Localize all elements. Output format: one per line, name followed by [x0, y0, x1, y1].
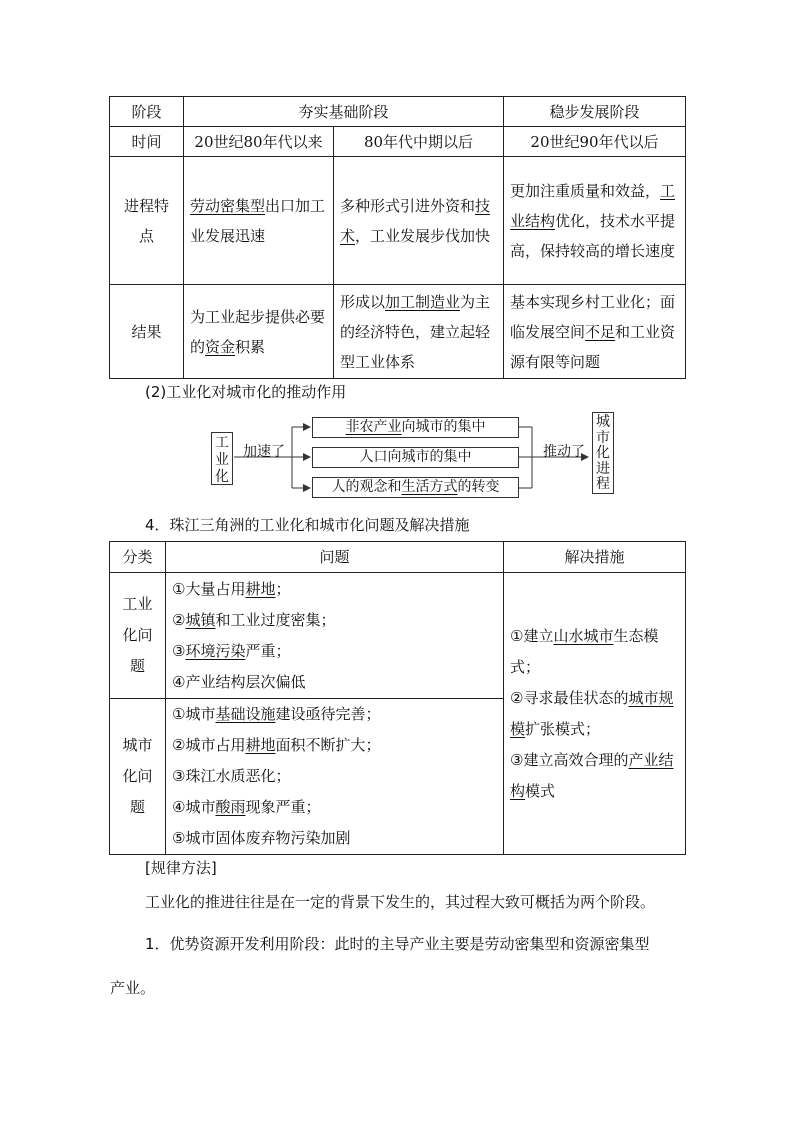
- problem-item: [172, 699, 497, 730]
- underlined-term: 资金: [205, 337, 236, 356]
- header-steady-stage: 稳步发展阶段: [504, 97, 686, 127]
- text-segment: 人的观念和: [331, 479, 402, 495]
- underlined-term: 耕地: [245, 579, 276, 598]
- text-segment: 生态模式；: [510, 626, 659, 676]
- text-segment: ；: [275, 579, 291, 598]
- problem-item: [172, 636, 497, 667]
- header-measures: 解决措施: [504, 542, 686, 573]
- text-segment: 严重；: [245, 641, 291, 660]
- text-segment: ②寻求最佳状态的: [510, 688, 629, 707]
- time-cell-2: 80年代中期以后: [334, 127, 504, 157]
- text-segment: ⑤城市固体废弃物污染加剧: [172, 829, 351, 847]
- diagram-item-lifestyle: [312, 477, 519, 498]
- section-4-heading: 4．珠江三角洲的工业化和城市化问题及解决措施: [145, 516, 470, 534]
- section-2-heading: (2)工业化对城市化的推动作用: [145, 383, 347, 401]
- text-segment: ④产业结构层次偏低: [172, 672, 306, 691]
- header-stage: 阶段: [110, 97, 184, 127]
- text-segment: ③珠江水质恶化；: [172, 767, 291, 785]
- paragraph-1: 工业化的推进往往是在一定的背景下发生的，其过程大致可概括为两个阶段。: [145, 893, 656, 911]
- method-heading: [规律方法]: [145, 859, 217, 877]
- underlined-term: 加工制造业: [385, 292, 461, 311]
- text-segment: ①建立: [510, 626, 554, 645]
- underlined-term: 山水城市: [553, 626, 614, 645]
- underlined-term: 不足: [585, 322, 616, 341]
- process-label-line1: 进程特: [123, 196, 169, 215]
- problem-item: [172, 574, 497, 605]
- problem-item: [172, 823, 497, 854]
- time-label: 时间: [110, 127, 184, 157]
- city-problem-label-text: 城市化问题: [122, 736, 153, 816]
- industrialization-box: [211, 432, 233, 485]
- paragraph-2-line-1: 1．优势资源开发利用阶段：此时的主导产业主要是劳动密集型和资源密集型: [145, 935, 650, 953]
- city-problem-label: [110, 699, 166, 855]
- industry-problem-list: [166, 573, 504, 699]
- underlined-term: 产业结构: [510, 750, 674, 800]
- header-foundation-stage: 夯实基础阶段: [184, 97, 504, 127]
- promote-label: 推动了: [543, 444, 585, 460]
- problem-item: [172, 792, 497, 823]
- text-segment: ③建立高效合理的: [510, 750, 629, 769]
- text-segment: ②城市占用: [172, 736, 246, 754]
- text-segment: 和工业过度密集；: [215, 610, 336, 629]
- industry-problem-label: [110, 573, 166, 699]
- underlined-term: 城镇: [185, 610, 216, 629]
- header-problems: 问题: [166, 542, 504, 573]
- text-segment: 和工业资源有限等问题: [510, 322, 676, 371]
- accelerate-label: 加速了: [243, 444, 285, 460]
- text-segment: 向城市的集中: [401, 419, 486, 435]
- text-segment: 模式: [525, 781, 556, 800]
- text-segment: ，工业发展步伐加快: [355, 226, 491, 245]
- industrialization-box-text: 工业化: [215, 435, 229, 485]
- result-label: 结果: [110, 285, 184, 379]
- text-segment: 优化，技术水平提高，保持较高的增长速度: [510, 211, 676, 260]
- text-segment: 更加注重质量和效益，: [510, 181, 661, 200]
- text-segment: 为工业起步提供必要的: [190, 307, 326, 356]
- text-segment: 面积不断扩大；: [275, 736, 381, 754]
- underlined-term: 城市规模: [510, 688, 674, 738]
- problem-item: [172, 605, 497, 636]
- text-segment: ①大量占用: [172, 579, 246, 598]
- header-category: 分类: [110, 542, 166, 573]
- industry-problem-row: [110, 573, 686, 699]
- underlined-term: 工业结构: [510, 181, 676, 230]
- underlined-term: 基础设施: [215, 705, 276, 723]
- table2-header-row: [110, 542, 686, 573]
- time-cell-1: 20世纪80年代以来: [184, 127, 334, 157]
- text-segment: 建设亟待完善；: [275, 705, 381, 723]
- text-segment: 扩张模式；: [525, 719, 601, 738]
- text-segment: 为主的经济特色，建立起轻型工业体系: [340, 292, 491, 371]
- underlined-term: 技术: [340, 196, 491, 245]
- underlined-term: 非农产业: [345, 419, 402, 435]
- text-segment: ②: [172, 610, 186, 629]
- underlined-term: 环境污染: [185, 641, 246, 660]
- urbanization-box-text: 城市化进程: [596, 414, 610, 492]
- process-label-line2: 点: [138, 226, 154, 245]
- problem-item: [172, 667, 497, 698]
- diagram-item-population: [312, 447, 519, 468]
- problem-item: [172, 730, 497, 761]
- city-problem-list: [166, 699, 504, 855]
- underlined-term: 生活方式: [401, 479, 458, 495]
- problem-item: [172, 761, 497, 792]
- text-segment: ①城市: [172, 705, 216, 723]
- industry-problem-label-text: 工业化问题: [122, 595, 153, 675]
- time-cell-3: 20世纪90年代以后: [504, 127, 686, 157]
- text-segment: 形成以: [340, 292, 386, 311]
- text-segment: 出口加工业发展迅速: [190, 196, 326, 245]
- problems-measures-table: [109, 541, 686, 855]
- text-segment: ④城市: [172, 798, 216, 816]
- text-segment: 现象严重；: [245, 798, 321, 816]
- urbanization-box: [592, 412, 614, 494]
- text-segment: 多种形式引进外资和: [340, 196, 476, 215]
- text-segment: 积累: [235, 337, 266, 356]
- paragraph-2-line-2: 产业。: [110, 979, 156, 997]
- text-segment: 基本实现乡村工业化；面临发展空间: [510, 292, 676, 341]
- diagram-arrows: [0, 0, 794, 520]
- diagram-item-nonfarm: [312, 417, 519, 438]
- text-segment: 人口向城市的集中: [359, 449, 472, 465]
- underlined-term: 耕地: [245, 736, 276, 754]
- measures-cell: [504, 573, 686, 855]
- underlined-term: 劳动密集型: [190, 196, 266, 215]
- text-segment: 的转变: [457, 479, 500, 495]
- underlined-term: 酸雨: [215, 798, 246, 816]
- text-segment: ③: [172, 641, 186, 660]
